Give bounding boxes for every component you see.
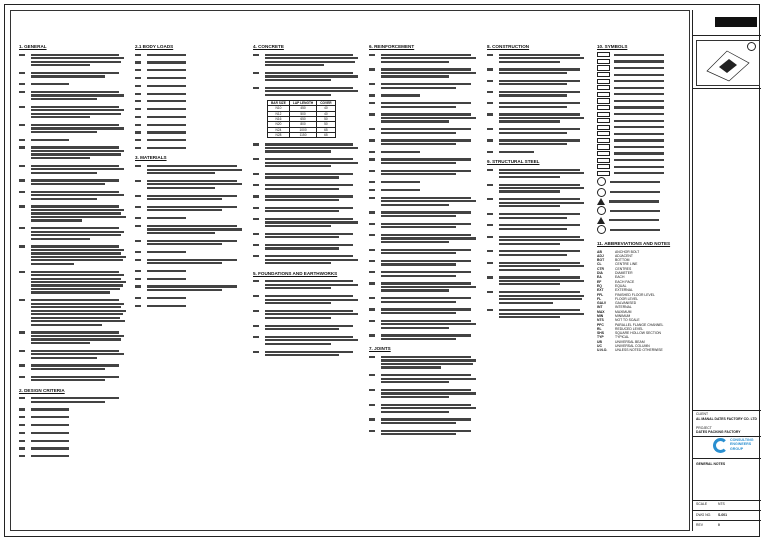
note-paragraph — [369, 93, 479, 98]
note-paragraph — [19, 374, 127, 382]
abbreviation-key: INT — [597, 305, 603, 310]
table-cell: N10 — [268, 106, 290, 111]
note-paragraph — [369, 149, 479, 154]
abbreviation-meaning: FLOOR LEVEL — [615, 296, 639, 301]
note-paragraph — [135, 276, 245, 281]
symbol-legend-row — [597, 59, 687, 64]
table-header: LAP LENGTH — [289, 101, 316, 106]
abbreviation-meaning: CENTRES — [615, 266, 632, 271]
note-paragraph — [487, 260, 587, 272]
abbreviation-row — [597, 348, 687, 352]
hatch-symbol-icon — [597, 125, 610, 130]
column-reinforcement — [369, 45, 479, 440]
abbreviation-meaning: ANCHOR BOLT — [615, 249, 640, 254]
note-paragraph — [369, 187, 479, 192]
hatch-symbol-icon — [597, 105, 610, 110]
abbreviation-key: NTS — [597, 318, 604, 323]
abbreviation-key: U.N.O. — [597, 348, 608, 353]
column-concrete — [253, 45, 361, 361]
note-paragraph — [487, 149, 587, 154]
note-paragraph — [487, 182, 587, 194]
table-cell: 50 — [317, 122, 335, 127]
abbreviation-meaning: ADJACENT — [615, 253, 633, 258]
symbol-legend-row — [597, 198, 687, 205]
note-paragraph — [19, 269, 127, 295]
title-block — [692, 10, 760, 531]
section-title-construction: 8. CONSTRUCTION — [487, 44, 530, 49]
note-paragraph — [135, 303, 245, 308]
note-paragraph — [369, 221, 479, 229]
abbreviation-key: UB — [597, 339, 602, 344]
abbreviation-key: PFC — [597, 322, 604, 327]
note-paragraph — [253, 194, 361, 202]
abbreviation-key: CTR — [597, 266, 604, 271]
note-paragraph — [487, 308, 587, 320]
drawing-number-label: DWG NO. — [696, 513, 712, 517]
symbol-legend-row — [597, 225, 687, 234]
section-title-symbols: 10. SYMBOLS — [597, 44, 628, 49]
hatch-symbol-icon — [597, 164, 610, 169]
abbreviation-meaning: NOT TO SCALE — [615, 318, 640, 323]
note-paragraph — [369, 388, 479, 400]
divider — [693, 436, 761, 437]
hatch-symbol-icon — [597, 52, 610, 57]
table-cell: 650 — [289, 116, 316, 121]
table-row — [268, 111, 336, 116]
note-paragraph — [253, 279, 361, 291]
consultant-name: CONSULTING ENGINEERS GROUP — [730, 438, 754, 451]
note-paragraph — [135, 164, 245, 176]
note-paragraph — [135, 224, 245, 236]
note-paragraph — [19, 178, 127, 186]
divider — [693, 458, 761, 459]
abbreviation-meaning: CENTRE LINE — [615, 262, 638, 267]
note-paragraph — [369, 52, 479, 64]
abbreviation-key: FL — [597, 296, 602, 301]
abbreviation-meaning: EXTERNAL — [615, 288, 633, 293]
consultant-logo-icon — [713, 438, 728, 453]
table-cell: 65 — [317, 132, 335, 137]
note-paragraph — [135, 68, 245, 73]
note-paragraph — [19, 363, 127, 371]
section-title-foundations: 5. FOUNDATIONS AND EARTHWORKS — [253, 270, 338, 276]
hatch-symbol-icon — [597, 138, 610, 143]
table-row — [268, 132, 336, 137]
abbreviation-key: ADJ — [597, 253, 604, 258]
abbreviation-meaning: UNLESS NOTED OTHERWISE — [615, 348, 663, 353]
drawing-frame — [10, 10, 690, 531]
note-paragraph — [19, 446, 127, 451]
section-marker-icon — [597, 206, 606, 215]
lap-length-table — [267, 100, 336, 138]
divider — [693, 520, 761, 521]
section-title-materials: 3. MATERIALS — [135, 155, 167, 161]
client-name: AL MANAL DATES FACTORY CO. LTD — [696, 417, 757, 421]
abbreviation-key: FFL — [597, 292, 604, 297]
note-paragraph — [369, 247, 479, 255]
note-paragraph — [369, 417, 479, 425]
note-paragraph — [253, 254, 361, 266]
abbreviation-meaning: FINISHED FLOOR LEVEL — [615, 292, 655, 297]
table-row — [268, 116, 336, 121]
abbreviation-meaning: GALVANISED — [615, 301, 637, 306]
hatch-symbol-icon — [597, 65, 610, 70]
note-paragraph — [19, 90, 127, 102]
abbreviation-meaning: TYPICAL — [615, 335, 630, 340]
note-paragraph — [135, 146, 245, 151]
abbreviation-key: TYP — [597, 335, 604, 340]
drawing-sheet — [4, 4, 760, 537]
note-paragraph — [135, 122, 245, 127]
note-paragraph — [135, 284, 245, 292]
section-marker-icon — [597, 177, 606, 186]
section-title-reinforcement: 6. REINFORCEMENT — [369, 44, 415, 49]
note-paragraph — [253, 217, 361, 229]
abbreviation-key: AB — [597, 249, 602, 254]
note-paragraph — [253, 309, 361, 321]
note-paragraph — [369, 101, 479, 109]
abbreviation-meaning: MINIMUM — [615, 313, 631, 318]
revision-label: REV — [696, 523, 703, 527]
note-paragraph — [487, 223, 587, 231]
note-paragraph — [135, 257, 245, 265]
table-cell: 40 — [317, 111, 335, 116]
note-paragraph — [369, 138, 479, 146]
table-row — [268, 127, 336, 132]
table-cell: N12 — [268, 111, 290, 116]
note-paragraph — [135, 250, 245, 255]
north-arrow-icon — [747, 42, 756, 51]
note-paragraph — [19, 163, 127, 175]
column-loads-materials — [135, 45, 245, 311]
hatch-symbol-icon — [597, 98, 610, 103]
note-paragraph — [19, 71, 127, 79]
symbol-legend-row — [597, 206, 687, 215]
note-paragraph — [135, 91, 245, 96]
symbol-legend-row — [597, 171, 687, 176]
abbreviation-meaning: UNIVERSAL COLUMN — [615, 344, 650, 349]
note-paragraph — [135, 295, 245, 300]
note-paragraph — [487, 275, 587, 287]
symbol-legend-row — [597, 125, 687, 130]
note-paragraph — [135, 179, 245, 191]
divider — [693, 410, 761, 411]
hatch-symbol-icon — [597, 85, 610, 90]
client-label: CLIENT — [696, 412, 709, 416]
note-paragraph — [253, 323, 361, 331]
section-marker-icon — [597, 225, 606, 234]
abbreviation-key: EF — [597, 279, 602, 284]
note-paragraph — [253, 172, 361, 180]
hatch-symbol-icon — [597, 72, 610, 77]
symbol-legend-row — [597, 72, 687, 77]
abbreviation-key: DIA — [597, 271, 603, 276]
note-paragraph — [253, 52, 361, 67]
divider — [693, 35, 761, 36]
abbreviation-meaning: EACH FACE — [615, 279, 635, 284]
table-cell: 1000 — [289, 127, 316, 132]
note-paragraph — [487, 52, 587, 64]
abbreviation-key: EQ — [597, 283, 602, 288]
note-paragraph — [19, 298, 127, 327]
note-paragraph — [253, 294, 361, 306]
hatch-symbol-icon — [597, 151, 610, 156]
table-header: BAR SIZE — [268, 101, 290, 106]
symbol-legend-row — [597, 131, 687, 136]
note-paragraph — [19, 423, 127, 428]
note-paragraph — [369, 67, 479, 79]
note-paragraph — [369, 270, 479, 278]
note-paragraph — [487, 67, 587, 75]
section-title-structural-steel: 9. STRUCTURAL STEEL — [487, 159, 540, 165]
table-cell: N16 — [268, 116, 290, 121]
level-marker-icon — [597, 217, 605, 224]
note-paragraph — [369, 333, 479, 341]
scale-value: NTS — [718, 502, 725, 506]
abbreviation-key: MAX — [597, 309, 605, 314]
note-paragraph — [135, 107, 245, 112]
note-paragraph — [135, 269, 245, 274]
note-paragraph — [253, 71, 361, 83]
note-paragraph — [19, 438, 127, 443]
revision-value: 0 — [718, 523, 720, 527]
note-paragraph — [253, 85, 361, 97]
symbol-legend-row — [597, 98, 687, 103]
note-paragraph — [19, 52, 127, 67]
note-paragraph — [369, 157, 479, 165]
company-logo — [715, 17, 757, 27]
note-paragraph — [19, 123, 127, 135]
table-cell: N24 — [268, 127, 290, 132]
note-paragraph — [369, 281, 479, 293]
hatch-symbol-icon — [597, 131, 610, 136]
note-paragraph — [487, 90, 587, 98]
column-symbols — [597, 45, 687, 353]
hatch-symbol-icon — [597, 112, 610, 117]
hatch-symbol-icon — [597, 171, 610, 176]
note-paragraph — [135, 52, 245, 57]
note-paragraph — [135, 60, 245, 65]
note-paragraph — [135, 216, 245, 221]
table-cell: N28 — [268, 132, 290, 137]
note-paragraph — [369, 355, 479, 370]
note-paragraph — [487, 212, 587, 220]
symbol-legend-row — [597, 158, 687, 163]
note-paragraph — [369, 373, 479, 385]
abbreviation-meaning: INTERNAL — [615, 305, 632, 310]
hatch-symbol-icon — [597, 144, 610, 149]
note-paragraph — [19, 415, 127, 420]
note-paragraph — [19, 145, 127, 160]
note-paragraph — [487, 167, 587, 179]
note-paragraph — [253, 142, 361, 154]
hatch-symbol-icon — [597, 59, 610, 64]
table-cell: 50 — [317, 116, 335, 121]
abbreviation-meaning: EQUAL — [615, 283, 627, 288]
table-cell: N20 — [268, 122, 290, 127]
symbol-legend-row — [597, 85, 687, 90]
abbreviation-key: SHS — [597, 331, 604, 336]
note-paragraph — [369, 296, 479, 304]
note-paragraph — [487, 78, 587, 86]
divider — [693, 510, 761, 511]
divider — [693, 88, 761, 89]
note-paragraph — [487, 234, 587, 246]
note-paragraph — [487, 197, 587, 209]
note-paragraph — [253, 205, 361, 213]
note-paragraph — [369, 112, 479, 124]
note-paragraph — [253, 349, 361, 357]
section-marker-icon — [597, 188, 606, 197]
table-cell: 450 — [289, 106, 316, 111]
hatch-symbol-icon — [597, 118, 610, 123]
abbreviation-key: CL — [597, 262, 602, 267]
note-paragraph — [369, 307, 479, 315]
section-title-joints: 7. JOINTS — [369, 346, 391, 352]
note-paragraph — [487, 138, 587, 146]
table-row — [268, 106, 336, 111]
note-paragraph — [487, 249, 587, 257]
note-paragraph — [369, 259, 479, 267]
symbol-legend-row — [597, 144, 687, 149]
hatch-symbol-icon — [597, 92, 610, 97]
section-title-body-loads: 2.1 BODY LOADS — [135, 44, 174, 49]
note-paragraph — [487, 127, 587, 135]
symbol-legend-row — [597, 52, 687, 57]
note-paragraph — [135, 130, 245, 135]
column-general — [19, 45, 127, 462]
note-paragraph — [487, 112, 587, 124]
note-paragraph — [487, 101, 587, 109]
level-marker-icon — [597, 198, 605, 205]
hatch-symbol-icon — [597, 158, 610, 163]
drawing-number: S-001 — [718, 513, 728, 517]
note-paragraph — [19, 189, 127, 201]
abbreviation-meaning: SQUARE HOLLOW SECTION — [615, 331, 661, 336]
abbreviation-key: BOT — [597, 258, 605, 263]
note-paragraph — [369, 168, 479, 176]
note-paragraph — [135, 99, 245, 104]
note-paragraph — [253, 231, 361, 239]
drawing-title: GENERAL NOTES — [696, 462, 726, 466]
divider — [693, 500, 761, 501]
project-name: DATES PACKING FACTORY — [696, 430, 741, 434]
table-cell: 40 — [317, 106, 335, 111]
note-paragraph — [19, 431, 127, 436]
hatch-symbol-icon — [597, 79, 610, 84]
symbol-legend-row — [597, 138, 687, 143]
abbreviation-meaning: UNIVERSAL BEAM — [615, 339, 645, 344]
symbol-legend-row — [597, 177, 687, 186]
table-cell: 65 — [317, 127, 335, 132]
abbreviation-meaning: DIAMETER — [615, 271, 633, 276]
symbol-legend-row — [597, 164, 687, 169]
building-footprint — [719, 59, 737, 73]
abbreviation-meaning: EACH — [615, 275, 625, 280]
section-title-general: 1. GENERAL — [19, 44, 47, 49]
note-paragraph — [369, 402, 479, 414]
note-paragraph — [19, 244, 127, 266]
table-cell: 500 — [289, 111, 316, 116]
symbol-legend-row — [597, 92, 687, 97]
symbol-legend-row — [597, 118, 687, 123]
abbreviation-key: EXT — [597, 288, 604, 293]
symbol-legend-row — [597, 79, 687, 84]
note-paragraph — [253, 157, 361, 169]
note-paragraph — [253, 243, 361, 251]
symbol-legend-row — [597, 151, 687, 156]
section-title-abbreviations: 11. ABBREVIATIONS AND NOTES — [597, 241, 671, 247]
symbol-legend-row — [597, 188, 687, 197]
abbreviation-meaning: PARALLEL FLANGE CHANNEL — [615, 322, 664, 327]
note-paragraph — [19, 82, 127, 87]
symbol-legend-row — [597, 112, 687, 117]
note-paragraph — [19, 454, 127, 459]
table-cell: 1150 — [289, 132, 316, 137]
note-paragraph — [19, 330, 127, 345]
abbreviation-key: UC — [597, 344, 602, 349]
table-cell: 800 — [289, 122, 316, 127]
note-paragraph — [19, 204, 127, 223]
note-paragraph — [369, 195, 479, 207]
abbreviation-key: EA — [597, 275, 602, 280]
note-paragraph — [135, 205, 245, 213]
note-paragraph — [369, 82, 479, 90]
note-paragraph — [19, 348, 127, 360]
note-paragraph — [369, 127, 479, 135]
note-paragraph — [487, 290, 587, 305]
abbreviation-meaning: MAXIMUM — [615, 309, 632, 314]
table-header: COVER — [317, 101, 335, 106]
abbreviation-meaning: BOTTOM — [615, 258, 630, 263]
note-paragraph — [369, 233, 479, 245]
abbreviation-meaning: REDUCED LEVEL — [615, 326, 644, 331]
note-paragraph — [19, 396, 127, 404]
note-paragraph — [369, 428, 479, 436]
note-paragraph — [135, 76, 245, 81]
note-paragraph — [19, 137, 127, 142]
abbreviation-key: RL — [597, 326, 602, 331]
symbol-legend-row — [597, 105, 687, 110]
note-paragraph — [19, 104, 127, 119]
note-paragraph — [135, 115, 245, 120]
symbol-legend-row — [597, 217, 687, 224]
note-paragraph — [369, 318, 479, 330]
scale-label: SCALE — [696, 502, 708, 506]
section-title-concrete: 4. CONCRETE — [253, 44, 284, 49]
table-row — [268, 122, 336, 127]
note-paragraph — [135, 83, 245, 88]
note-paragraph — [135, 238, 245, 246]
note-paragraph — [135, 193, 245, 201]
project-label: PROJECT — [696, 426, 712, 430]
note-paragraph — [253, 335, 361, 347]
note-paragraph — [19, 226, 127, 241]
abbreviation-key: GALV — [597, 301, 607, 306]
column-construction — [487, 45, 587, 323]
note-paragraph — [19, 407, 127, 412]
note-paragraph — [135, 138, 245, 143]
abbreviation-key: MIN — [597, 313, 604, 318]
note-paragraph — [369, 180, 479, 185]
section-title-design-criteria: 2. DESIGN CRITERIA — [19, 387, 65, 393]
symbol-legend-row — [597, 65, 687, 70]
note-paragraph — [253, 183, 361, 191]
note-paragraph — [369, 210, 479, 218]
